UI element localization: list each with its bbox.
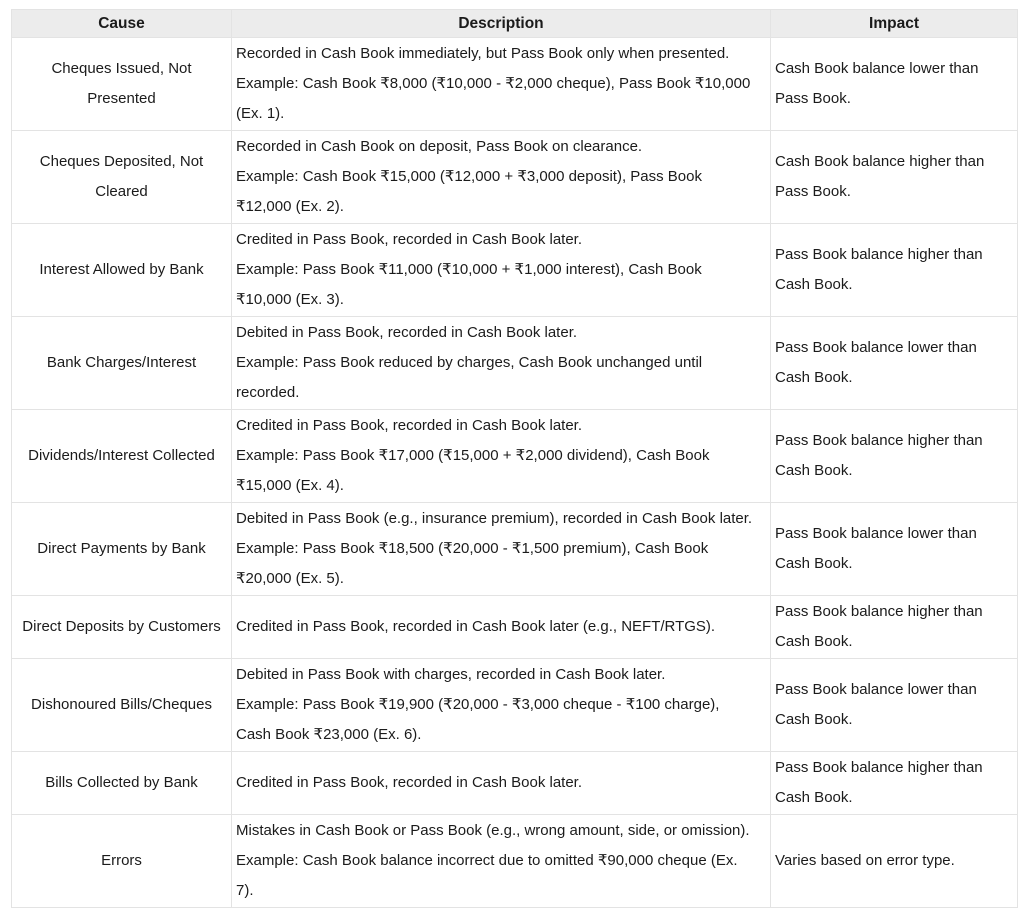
table-row <box>12 317 1018 410</box>
cause-cell: Cheques Deposited, Not Cleared <box>12 131 232 224</box>
description-line: Credited in Pass Book, recorded in Cash Book later (e.g., NEFT/RTGS). <box>236 618 716 635</box>
impact-cell: Pass Book balance higher than Cash Book. <box>771 410 1018 503</box>
col-header-description: Description <box>232 10 771 38</box>
description-line: Recorded in Cash Book on deposit, Pass Book on clearance. <box>236 138 643 155</box>
table-row <box>12 752 1018 815</box>
description-cell <box>232 659 771 752</box>
table-body <box>12 38 1018 908</box>
description-cell <box>232 596 771 659</box>
description-line: Example: Pass Book ₹19,900 (₹20,000 - ₹3,000 cheque - ₹100 charge), Cash Book ₹23,000 (Ex. 6). <box>236 696 720 743</box>
impact-cell: Varies based on error type. <box>771 815 1018 908</box>
description-line: Example: Cash Book ₹15,000 (₹12,000 + ₹3,000 deposit), Pass Book ₹12,000 (Ex. 2). <box>236 168 702 215</box>
description-cell <box>232 410 771 503</box>
description-line: Credited in Pass Book, recorded in Cash Book later. <box>236 231 583 248</box>
reconciliation-causes-table <box>11 9 1018 908</box>
impact-cell: Cash Book balance lower than Pass Book. <box>771 38 1018 131</box>
description-line: Example: Cash Book ₹8,000 (₹10,000 - ₹2,000 cheque), Pass Book ₹10,000 (Ex. 1). <box>236 75 751 122</box>
cause-cell: Errors <box>12 815 232 908</box>
description-line: Recorded in Cash Book immediately, but Pass Book only when presented. <box>236 45 730 62</box>
impact-cell: Pass Book balance higher than Cash Book. <box>771 752 1018 815</box>
description-line: Credited in Pass Book, recorded in Cash Book later. <box>236 417 583 434</box>
cause-cell: Direct Payments by Bank <box>12 503 232 596</box>
impact-cell: Pass Book balance higher than Cash Book. <box>771 596 1018 659</box>
impact-cell: Cash Book balance higher than Pass Book. <box>771 131 1018 224</box>
col-header-impact: Impact <box>771 10 1018 38</box>
impact-cell: Pass Book balance lower than Cash Book. <box>771 659 1018 752</box>
cause-cell: Dishonoured Bills/Cheques <box>12 659 232 752</box>
description-cell <box>232 224 771 317</box>
cause-cell: Cheques Issued, Not Presented <box>12 38 232 131</box>
description-line: Debited in Pass Book (e.g., insurance premium), recorded in Cash Book later. <box>236 510 753 527</box>
description-line: Example: Pass Book ₹17,000 (₹15,000 + ₹2,000 dividend), Cash Book ₹15,000 (Ex. 4). <box>236 447 710 494</box>
description-line: Debited in Pass Book with charges, recorded in Cash Book later. <box>236 666 666 683</box>
description-line: Example: Pass Book ₹11,000 (₹10,000 + ₹1,000 interest), Cash Book ₹10,000 (Ex. 3). <box>236 261 702 308</box>
description-line: Debited in Pass Book, recorded in Cash Book later. <box>236 324 578 341</box>
description-cell <box>232 317 771 410</box>
description-line: Mistakes in Cash Book or Pass Book (e.g., wrong amount, side, or omission). <box>236 822 750 839</box>
table-row <box>12 410 1018 503</box>
cause-cell: Dividends/Interest Collected <box>12 410 232 503</box>
table-row <box>12 659 1018 752</box>
table-row <box>12 815 1018 908</box>
table-header <box>12 10 1018 38</box>
table-row <box>12 503 1018 596</box>
impact-cell: Pass Book balance lower than Cash Book. <box>771 503 1018 596</box>
description-line: Example: Pass Book reduced by charges, Cash Book unchanged until recorded. <box>236 354 703 401</box>
header-row <box>12 10 1018 38</box>
impact-cell: Pass Book balance higher than Cash Book. <box>771 224 1018 317</box>
cause-cell: Bank Charges/Interest <box>12 317 232 410</box>
description-line: Example: Pass Book ₹18,500 (₹20,000 - ₹1,500 premium), Cash Book ₹20,000 (Ex. 5). <box>236 540 709 587</box>
table-row <box>12 224 1018 317</box>
cause-cell: Interest Allowed by Bank <box>12 224 232 317</box>
cause-cell: Direct Deposits by Customers <box>12 596 232 659</box>
description-cell <box>232 131 771 224</box>
description-line: Example: Cash Book balance incorrect due to omitted ₹90,000 cheque (Ex. 7). <box>236 852 738 899</box>
table-row <box>12 596 1018 659</box>
table-row <box>12 38 1018 131</box>
description-cell <box>232 38 771 131</box>
description-cell <box>232 503 771 596</box>
col-header-cause: Cause <box>12 10 232 38</box>
description-cell <box>232 752 771 815</box>
description-cell <box>232 815 771 908</box>
impact-cell: Pass Book balance lower than Cash Book. <box>771 317 1018 410</box>
description-line: Credited in Pass Book, recorded in Cash Book later. <box>236 774 583 791</box>
cause-cell: Bills Collected by Bank <box>12 752 232 815</box>
table-row <box>12 131 1018 224</box>
